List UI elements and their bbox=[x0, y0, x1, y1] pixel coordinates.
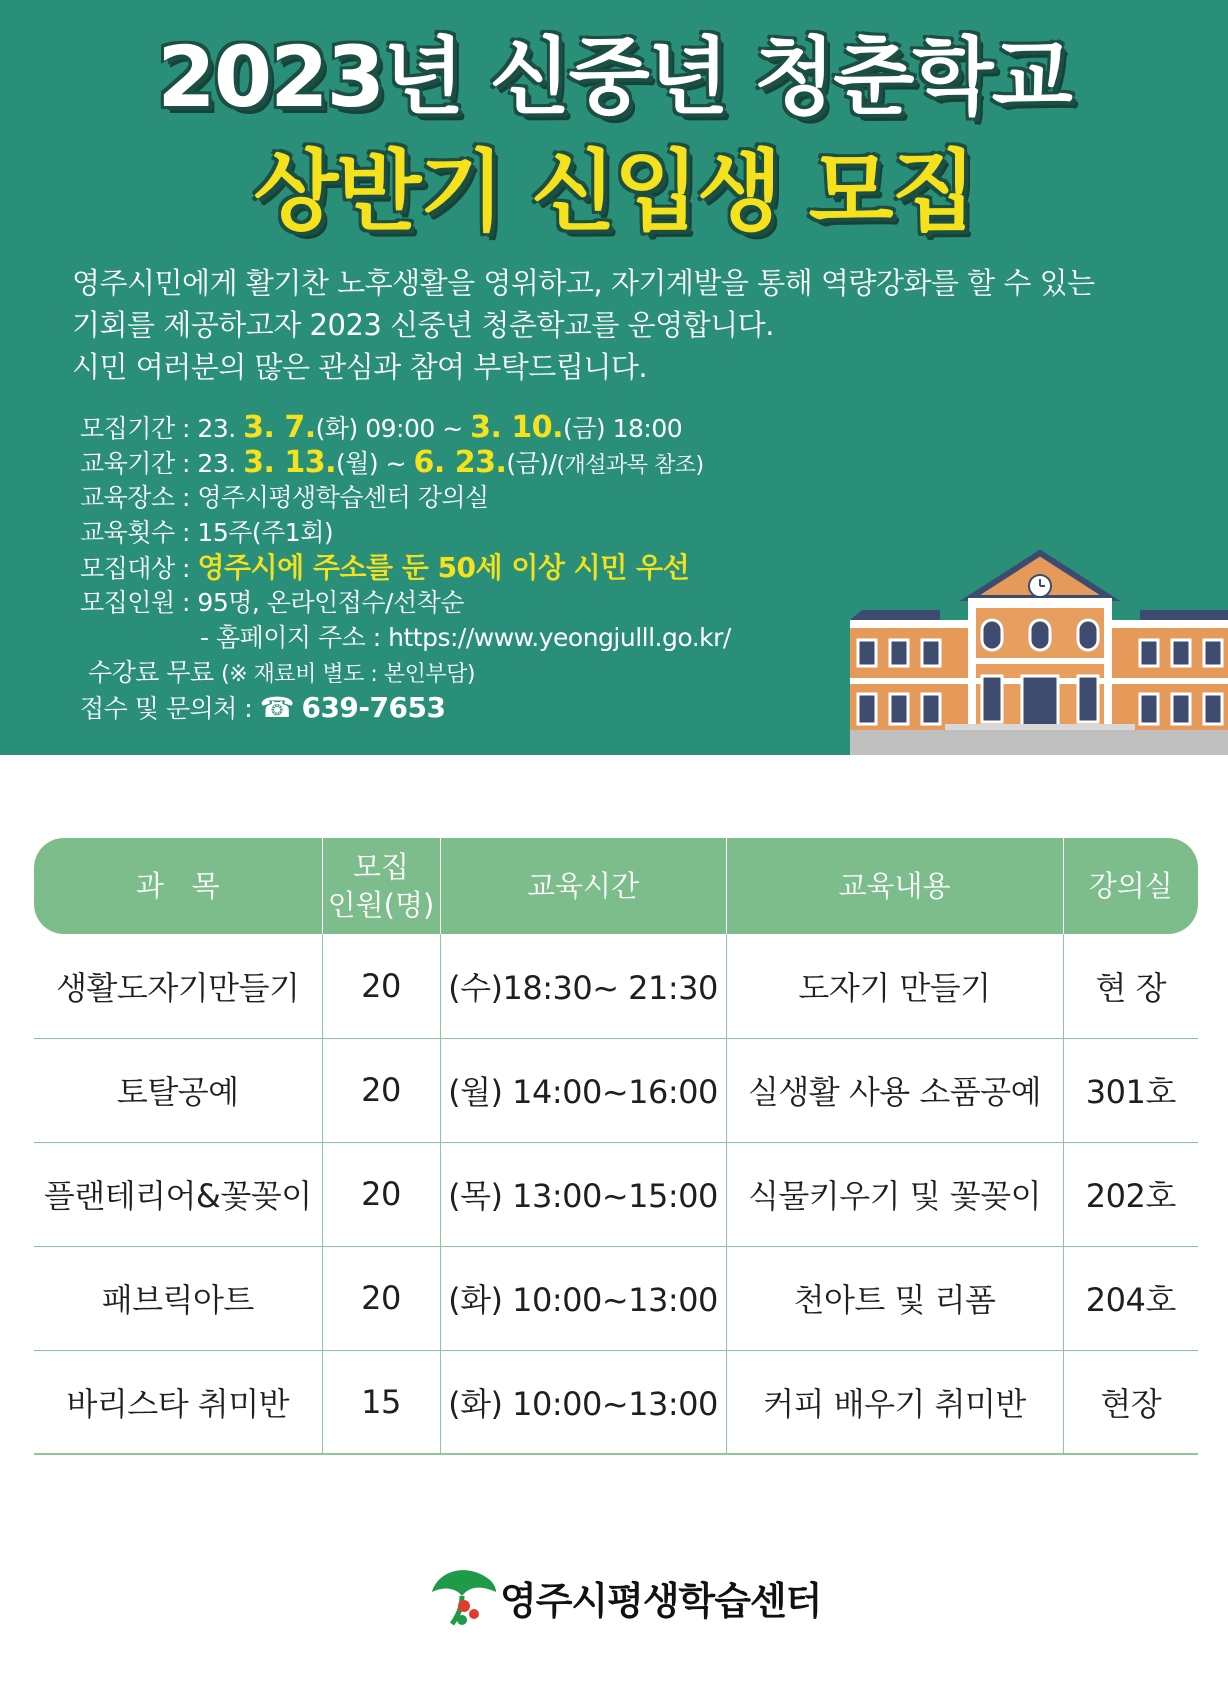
cell-capacity: 20 bbox=[322, 934, 440, 1038]
info-target: 모집대상 : 영주시에 주소를 둔 50세 이상 시민 우선 bbox=[80, 551, 690, 584]
cell-subject: 패브릭아트 bbox=[34, 1246, 322, 1350]
info-edu-period: 교육기간 : 23. 3. 13.(월) ~ 6. 23.(금)/(개설과목 참조) bbox=[80, 445, 704, 480]
cell-time: (화) 10:00~13:00 bbox=[440, 1246, 726, 1350]
table-row bbox=[34, 1142, 1198, 1246]
course-table bbox=[34, 838, 1198, 1455]
page-subtitle: 상반기 신입생 모집 bbox=[253, 140, 975, 243]
cell-content: 도자기 만들기 bbox=[726, 934, 1063, 1038]
info-fee: 수강료 무료 (※ 재료비 별도 : 본인부담) bbox=[88, 658, 475, 687]
cell-capacity: 20 bbox=[322, 1246, 440, 1350]
table-row bbox=[34, 1038, 1198, 1142]
cell-time: (수)18:30~ 21:30 bbox=[440, 934, 726, 1038]
info-homepage[interactable]: - 홈페이지 주소 : https://www.yeongjulll.go.kr/ bbox=[200, 623, 731, 652]
table-row bbox=[34, 1246, 1198, 1350]
phone-icon: ☎ bbox=[259, 691, 295, 724]
cell-subject: 바리스타 취미반 bbox=[34, 1350, 322, 1454]
cell-room: 204호 bbox=[1063, 1246, 1198, 1350]
intro-text bbox=[72, 262, 1182, 388]
footer-logo bbox=[428, 1560, 828, 1630]
header-room: 강의실 bbox=[1063, 838, 1198, 934]
banner bbox=[0, 0, 1228, 755]
school-building-icon bbox=[850, 548, 1228, 755]
logo-text: 영주시평생학습센터 bbox=[500, 1579, 822, 1623]
intro-line: 영주시민에게 활기찬 노후생활을 영위하고, 자기계발을 통해 역량강화를 할 수 있는 bbox=[72, 266, 1095, 300]
info-capacity: 모집인원 : 95명, 온라인접수/선착순 bbox=[80, 588, 464, 617]
info-count: 교육횟수 : 15주(주1회) bbox=[80, 518, 334, 547]
tree-logo-icon bbox=[428, 1562, 498, 1628]
info-place: 교육장소 : 영주시평생학습센터 강의실 bbox=[80, 483, 489, 512]
cell-content: 커피 배우기 취미반 bbox=[726, 1350, 1063, 1454]
cell-room: 현 장 bbox=[1063, 934, 1198, 1038]
cell-subject: 플랜테리어&꽃꽂이 bbox=[34, 1142, 322, 1246]
cell-capacity: 20 bbox=[322, 1142, 440, 1246]
table-row bbox=[34, 934, 1198, 1038]
cell-capacity: 20 bbox=[322, 1038, 440, 1142]
info-recruit-period: 모집기간 : 23. 3. 7.(화) 09:00 ~ 3. 10.(금) 18:00 bbox=[80, 410, 683, 445]
cell-content: 천아트 및 리폼 bbox=[726, 1246, 1063, 1350]
intro-line: 시민 여러분의 많은 관심과 참여 부탁드립니다. bbox=[72, 350, 648, 384]
info-contact: 접수 및 문의처 : ☎ 639-7653 bbox=[80, 691, 446, 724]
cell-capacity: 15 bbox=[322, 1350, 440, 1454]
cell-room: 현장 bbox=[1063, 1350, 1198, 1454]
contact-number: 639-7653 bbox=[301, 691, 446, 724]
table-header-row bbox=[34, 838, 1198, 934]
table-row bbox=[34, 1350, 1198, 1454]
cell-room: 202호 bbox=[1063, 1142, 1198, 1246]
cell-time: (월) 14:00~16:00 bbox=[440, 1038, 726, 1142]
cell-subject: 생활도자기만들기 bbox=[34, 934, 322, 1038]
header-time: 교육시간 bbox=[440, 838, 726, 934]
cell-content: 식물키우기 및 꽃꽂이 bbox=[726, 1142, 1063, 1246]
cell-time: (화) 10:00~13:00 bbox=[440, 1350, 726, 1454]
cell-room: 301호 bbox=[1063, 1038, 1198, 1142]
info-list bbox=[80, 410, 731, 725]
header-subject: 과 목 bbox=[34, 838, 322, 934]
page-title: 2023년 신중년 청춘학교 bbox=[157, 28, 1071, 126]
intro-line: 기회를 제공하고자 2023 신중년 청춘학교를 운영합니다. bbox=[72, 308, 774, 342]
cell-subject: 토탈공예 bbox=[34, 1038, 322, 1142]
header-content: 교육내용 bbox=[726, 838, 1063, 934]
header-capacity: 모집 인원(명) bbox=[322, 838, 440, 934]
cell-content: 실생활 사용 소품공예 bbox=[726, 1038, 1063, 1142]
cell-time: (목) 13:00~15:00 bbox=[440, 1142, 726, 1246]
